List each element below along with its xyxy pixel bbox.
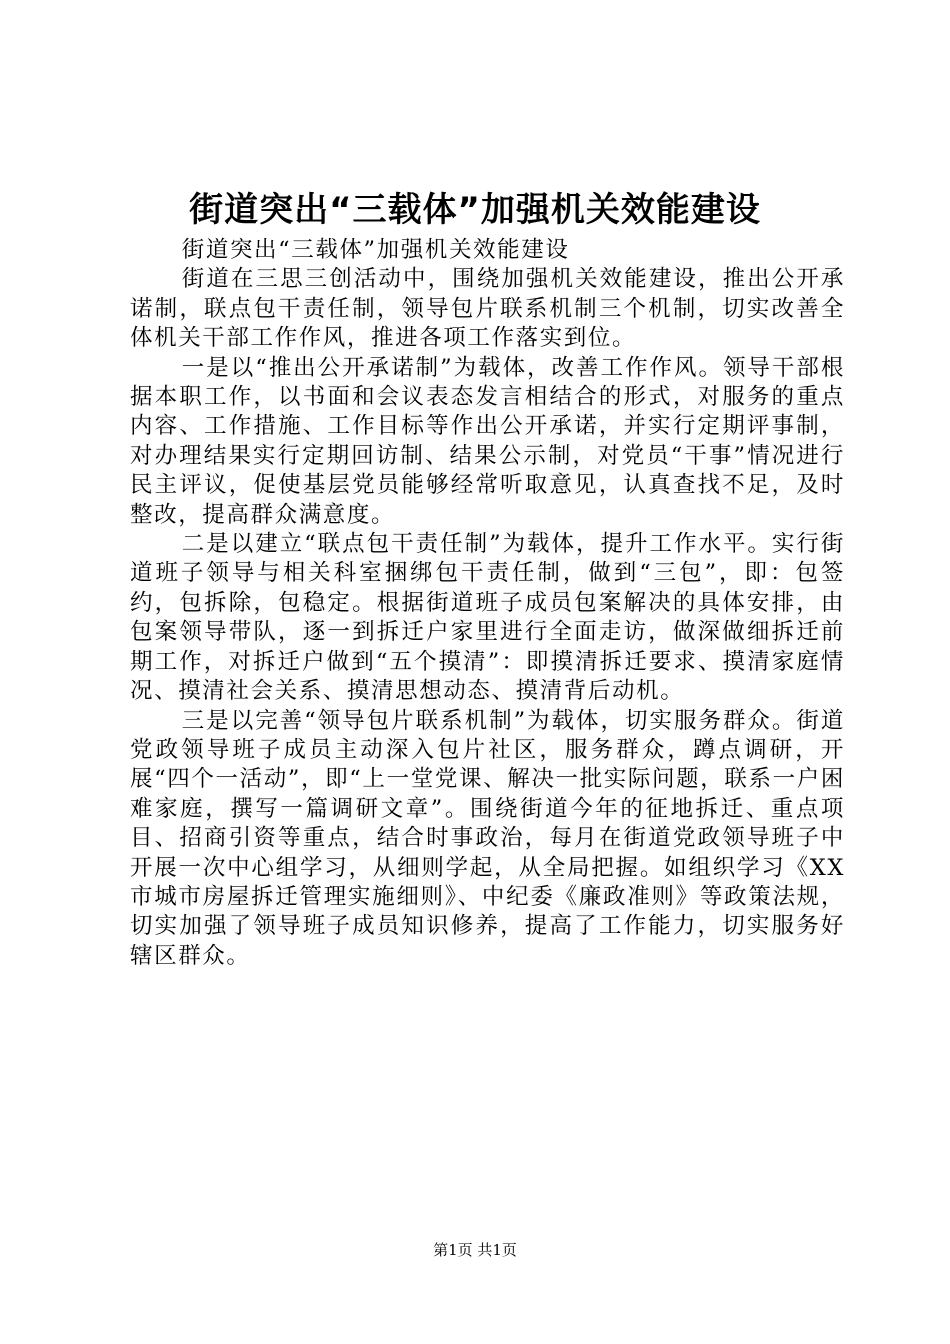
document-body [130, 236, 845, 971]
paragraph-first-point: 一是以“推出公开承诺制”为载体，改善工作作风。领导干部根据本职工作，以书面和会议表态发言相结合的形式，对服务的重点内容、工作措施、工作目标等作出公开承诺，并实行定期评事制，对办理结果实行定期回访制、结果公示制，对党员“干事”情况进行民主评议，促使基层党员能够经常听取意见，认真查找不足，及时整改，提高群众满意度。 [130, 354, 845, 528]
paragraph-second-point: 二是以建立“联点包干责任制”为载体，提升工作水平。实行街道班子领导与相关科室捆绑包干责任制，做到“三包”，即：包签约，包拆除，包稳定。根据街道班子成员包案解决的具体安排，由包案领导带队，逐一到拆迁户家里进行全面走访，做深做细拆迁前期工作，对拆迁户做到“五个摸清”：即摸清拆迁要求、摸清家庭情况、摸清社会关系、摸清思想动态、摸清背后动机。 [130, 531, 845, 705]
document-title: 街道突出“三载体”加强机关效能建设 [189, 190, 761, 230]
paragraph-third-point: 三是以完善“领导包片联系机制”为载体，切实服务群众。街道党政领导班子成员主动深入包片社区，服务群众，蹲点调研，开展“四个一活动”，即“上一堂党课、解决一批实际问题，联系一户困难家庭，撰写一篇调研文章”。围绕街道今年的征地拆迁、重点项目、招商引资等重点，结合时事政治，每月在街道党政领导班子中开展一次中心组学习，从细则学起，从全局把握。如组织学习《XX市城市房屋拆迁管理实施细则》、中纪委《廉政准则》等政策法规，切实加强了领导班子成员知识修养，提高了工作能力，切实服务好辖区群众。 [130, 707, 845, 969]
paragraph-intro: 街道在三思三创活动中，围绕加强机关效能建设，推出公开承诺制，联点包干责任制，领导包片联系机制三个机制，切实改善全体机关干部工作作风，推进各项工作落实到位。 [130, 266, 845, 352]
paragraph-subtitle: 街道突出“三载体”加强机关效能建设 [181, 237, 570, 263]
page-number: 第1页 共1页 [433, 1241, 517, 1259]
